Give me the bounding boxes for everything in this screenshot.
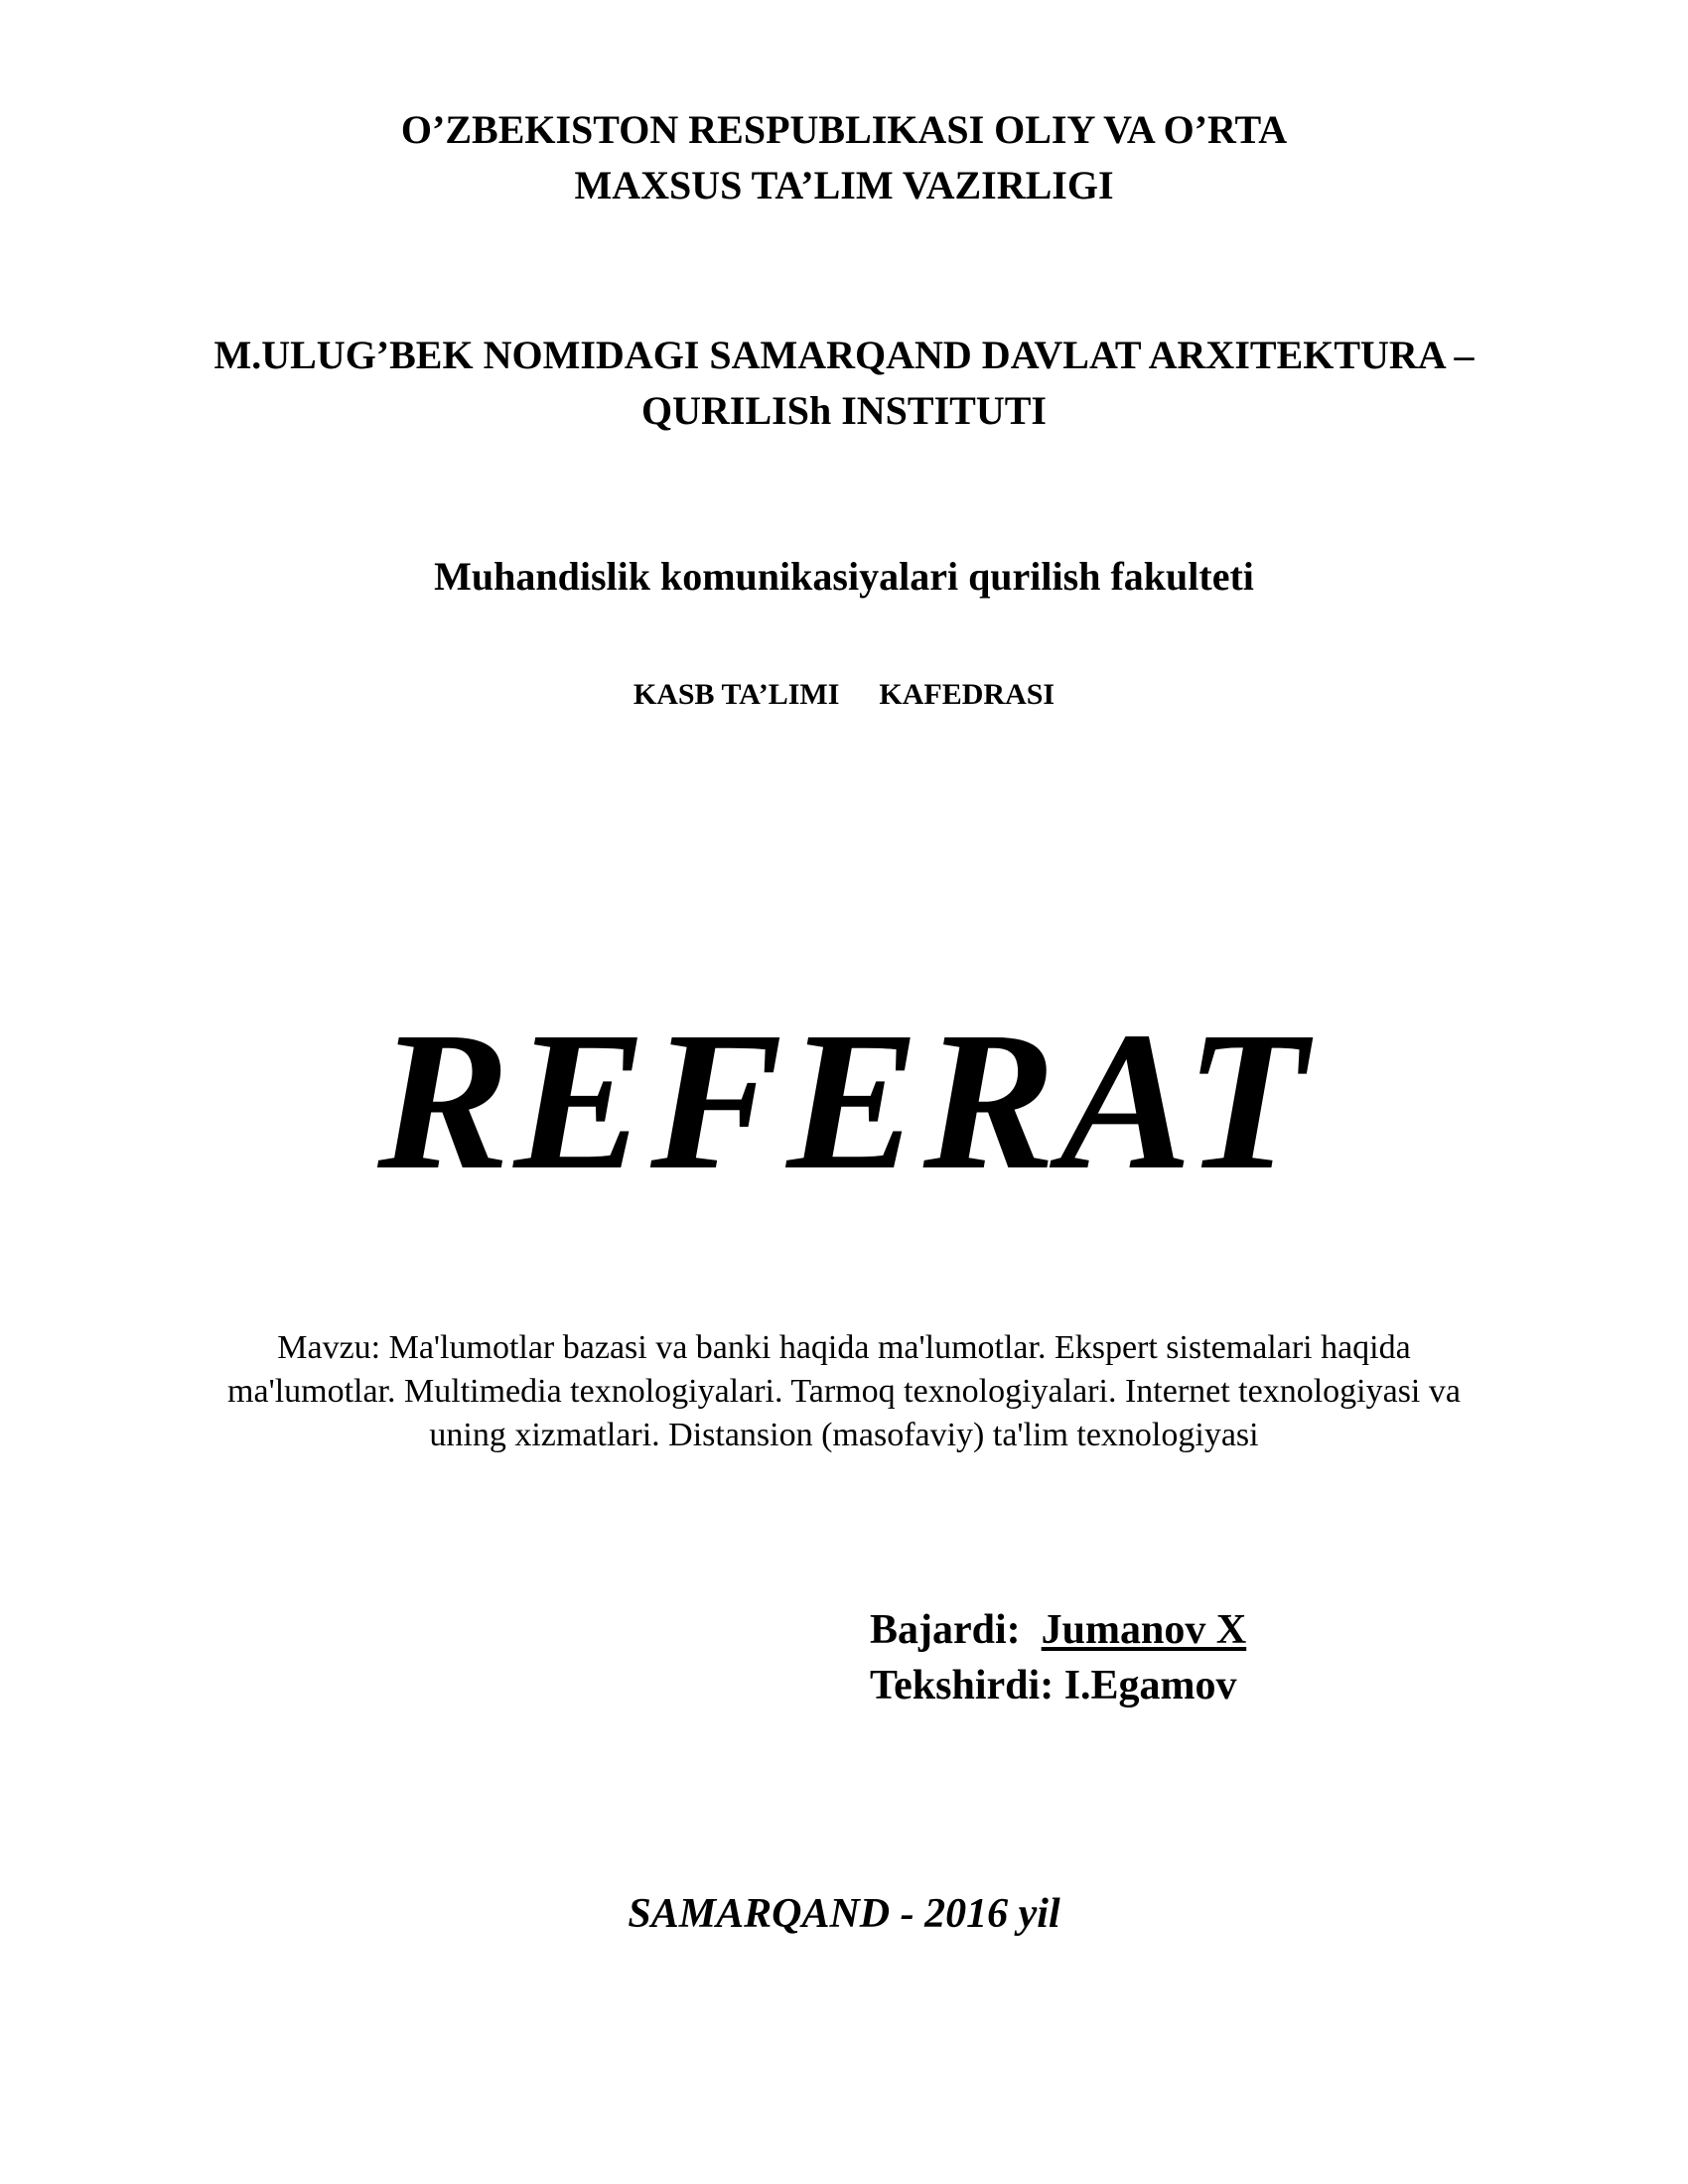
institute-heading [0,328,1688,439]
topic-paragraph [99,1326,1589,1457]
ministry-line-1: O’ZBEKISTON RESPUBLIKASI OLIY VA O’RTA [400,107,1288,152]
checked-by-label: Tekshirdi: [870,1663,1055,1708]
institute-line-1: M.ULUG’BEK NOMIDAGI SAMARQAND DAVLAT ARXITEKTURA – [213,333,1475,377]
topic-line-3: uning xizmatlari. Distansion (masofaviy) ta'lim texnologiyasi [429,1417,1259,1453]
ministry-line-2: MAXSUS TA’LIM VAZIRLIGI [574,163,1114,207]
checked-by-name: I.Egamov [1063,1663,1237,1708]
department-word: KAFEDRASI [879,678,1055,711]
document-title: REFERAT [377,992,1311,1211]
topic-line-2: ma'lumotlar. Multimedia texnologiyalari. Tarmoq texnologiyalari. Internet texnologiyasi va [227,1373,1461,1410]
department-heading [0,675,1688,715]
ministry-heading [0,102,1688,213]
faculty-heading: Muhandislik komunikasiyalari qurilish fakulteti [434,554,1254,599]
topic-line-1: Mavzu: Ma'lumotlar bazasi va banki haqida ma'lumotlar. Ekspert sistemalari haqida [277,1329,1411,1366]
department-name: KASB TA’LIMI [633,678,840,711]
signature-block [870,1602,1246,1713]
institute-line-2: QURILISh INSTITUTI [641,388,1047,433]
performed-by-name: Jumanov X [1041,1607,1247,1653]
performed-by-label: Bajardi: [870,1607,1021,1653]
place-year-footer: SAMARQAND - 2016 yil [628,1891,1060,1937]
checked-by-row [870,1658,1246,1713]
performed-by-row [870,1602,1246,1658]
